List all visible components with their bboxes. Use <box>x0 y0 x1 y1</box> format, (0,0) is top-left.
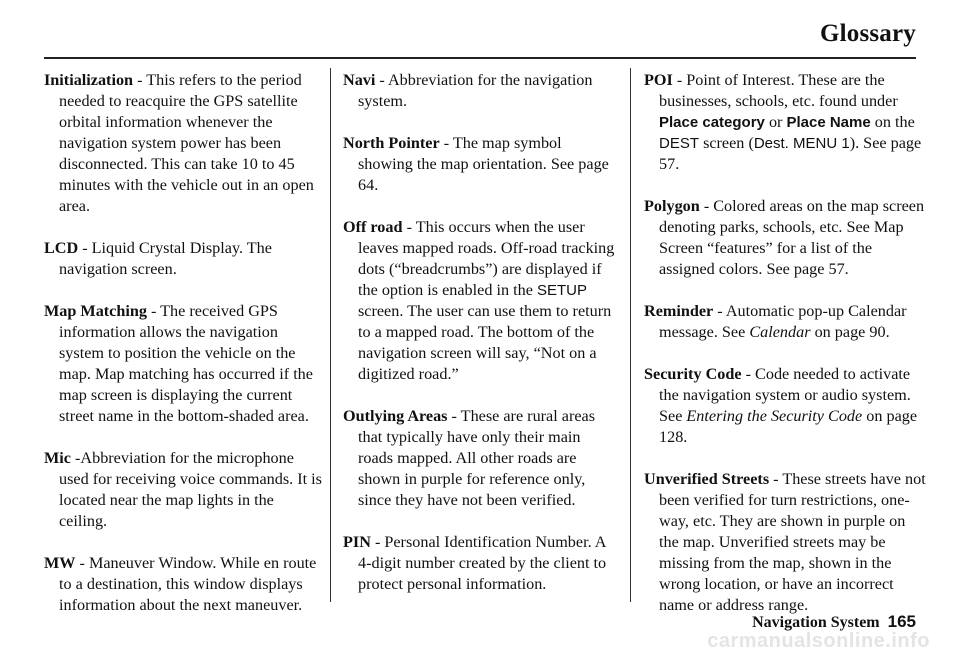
term: Mic <box>44 449 71 467</box>
definition: - Point of Interest. These are the businesses, schools, etc. found under <box>659 71 898 110</box>
glossary-entry-north-pointer <box>343 133 619 196</box>
glossary-entry-reminder <box>644 301 926 343</box>
glossary-column-1 <box>44 70 322 637</box>
glossary-entry-off-road <box>343 217 619 385</box>
glossary-entry-poi <box>644 70 926 175</box>
glossary-column-2 <box>343 70 619 616</box>
definition: - Code needed to activate the navigation system or audio system. See <box>659 365 911 425</box>
term: Outlying Areas <box>343 407 448 425</box>
definition: - This refers to the period needed to reacquire the GPS satellite orbital information whenever the navigation system power has been disconnected. This can take 10 to 45 minutes with the vehicle out in an open area. <box>59 71 314 215</box>
definition-italic: Calendar <box>848 302 907 320</box>
definition: - Colored areas on the map screen denoting parks, schools, etc. See Map Screen “features” for a list of the assigned colors. See page 57. <box>659 197 925 278</box>
definition: - Abbreviation for the navigation system. <box>358 71 593 110</box>
definition: on page 90. <box>810 323 890 341</box>
definition: -Abbreviation for the microphone used for receiving voice commands. It is located near the map lights in the ceiling. <box>59 449 322 530</box>
definition: - This occurs when the user leaves mapped roads. Off-road tracking dots (“breadcrumbs”) are displayed if the option is enabled in the <box>358 218 615 299</box>
term: Initialization <box>44 71 134 89</box>
term: North Pointer <box>343 134 440 152</box>
term: Reminder <box>644 302 714 320</box>
term: MW <box>44 554 76 572</box>
term: Polygon <box>644 197 700 215</box>
definition: - The map symbol showing the map orientation. See page 64. <box>358 134 609 194</box>
term: Security Code <box>644 365 742 383</box>
glossary-entry-security-code <box>644 364 926 448</box>
definition: - The received GPS information allows the navigation system to position the vehicle on the map. Map matching has occurred if the map screen is displaying the current street name in the bottom-shaded area. <box>59 302 313 425</box>
cross-reference: Entering the Security Code <box>686 407 863 425</box>
definition: on page 128. <box>659 407 918 446</box>
page-footer <box>752 612 916 632</box>
place-name-label: Place Name <box>786 114 871 131</box>
glossary-entry-lcd <box>44 238 322 280</box>
page-number: 165 <box>887 612 916 631</box>
glossary-entry-unverified-streets <box>644 469 926 616</box>
glossary-entry-navi <box>343 70 619 112</box>
term: Unverified Streets <box>644 470 770 488</box>
definition: screen. The user can use them to return to a mapped road. The bottom of the navigation screen will say, “Not on a digitized road.” <box>358 302 612 383</box>
glossary-entry-pin <box>343 532 619 595</box>
glossary-column-3 <box>644 70 926 637</box>
term: PIN <box>343 533 371 551</box>
definition: - These streets have not been verified for turn restrictions, one-way, etc. They are shown in purple on the map. Unverified streets may be missing from the map, shown in the wrong location, or have an incorrect name or address range. <box>659 470 926 614</box>
definition: - Automatic pop-up <box>713 302 849 320</box>
column-divider <box>330 68 331 602</box>
cross-reference: Calendar <box>749 323 811 341</box>
definition: screen ( <box>699 134 754 152</box>
definition: - Personal Identification Number. A 4-digit number created by the client to protect personal information. <box>358 533 607 593</box>
dest-menu-label: Dest. MENU 1 <box>753 135 850 152</box>
definition: ). See page 57. <box>659 134 922 173</box>
glossary-entry-outlying-areas <box>343 406 619 511</box>
definition: message. See <box>659 323 750 341</box>
place-category-label: Place category <box>659 114 765 131</box>
term: Off road <box>343 218 403 236</box>
definition: or <box>764 113 787 131</box>
header-rule <box>44 57 916 59</box>
term: POI <box>644 71 673 89</box>
term: Navi <box>343 71 376 89</box>
definition: - Liquid Crystal Display. The navigation screen. <box>59 239 272 278</box>
glossary-entry-mw <box>44 553 322 616</box>
definition: - Maneuver Window. While en route to a destination, this window displays information about the next maneuver. <box>59 554 317 614</box>
glossary-entry-mic <box>44 448 322 532</box>
glossary-entry-map-matching <box>44 301 322 427</box>
column-divider <box>630 68 631 602</box>
term: LCD <box>44 239 79 257</box>
setup-screen-label: SETUP <box>536 282 587 299</box>
term: Map Matching <box>44 302 147 320</box>
definition: - These are rural areas that typically have only their main roads mapped. All other roads are shown in purple for reference only, since they have not been verified. <box>358 407 596 509</box>
watermark: carmanualsonline.info <box>707 630 930 652</box>
dest-screen-label: DEST <box>659 135 700 152</box>
page-title: Glossary <box>819 20 916 47</box>
definition: on the <box>870 113 915 131</box>
glossary-entry-initialization <box>44 70 322 217</box>
footer-label: Navigation System <box>752 614 880 631</box>
glossary-entry-polygon <box>644 196 926 280</box>
